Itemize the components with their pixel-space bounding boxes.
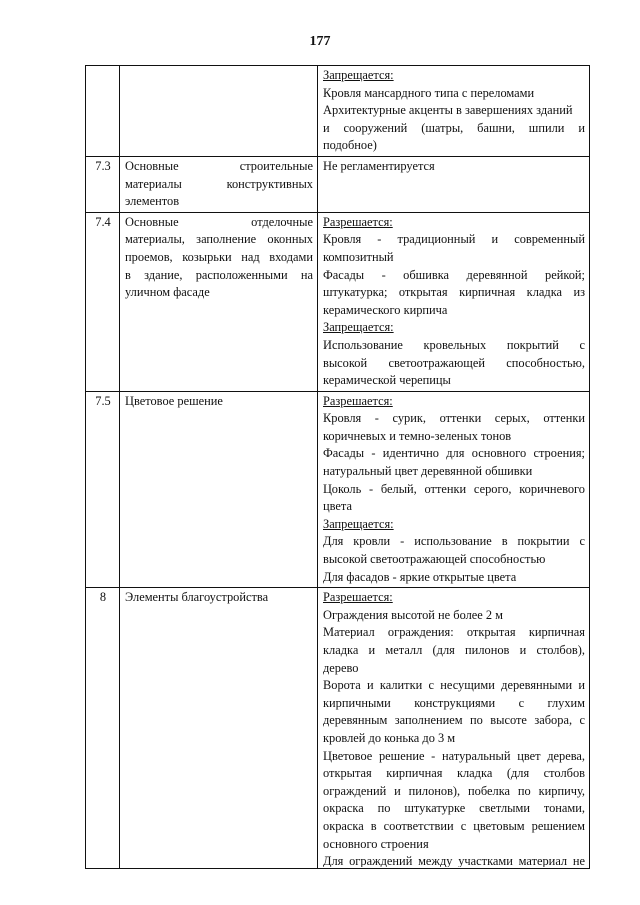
content-line: Не регламентируется [323, 158, 435, 173]
content-line: подобное) [323, 138, 377, 153]
content-line: штукатурка; открытая кирпичная кладка из [323, 285, 585, 300]
row-content-cell [318, 391, 590, 588]
content-line: кладка и металл (для пилонов и столбов), [323, 643, 585, 657]
content-line: Для ограждений между участками материал не [323, 854, 585, 868]
content-line: натуральный цвет деревянной обшивки [323, 464, 533, 479]
name-line: элементов [125, 194, 180, 209]
content-line: Ограждения высотой не более 2 м [323, 607, 504, 622]
name-line: уличном фасаде [125, 285, 210, 300]
row-content-cell [318, 156, 590, 212]
content-line: Ворота и калитки с несущими деревянными и [323, 678, 585, 693]
row-content-cell [318, 588, 590, 869]
content-line: основного строения [323, 836, 429, 851]
content-line: Цветовое решение - натуральный цвет дерева, [323, 748, 585, 763]
content-line: Запрещается: [323, 516, 394, 531]
content-line: Фасады - идентично для основного строения; [323, 446, 585, 461]
content-line: Кровля мансардного типа с переломами [323, 85, 535, 100]
row-name-cell [120, 391, 318, 588]
name-line: материалы конструктивных [125, 176, 313, 191]
content-line: окраска в соответствии с цветовым решением [323, 818, 585, 833]
content-line: Запрещается: [323, 68, 394, 82]
content-line: высокой светоотражающей способностью [323, 552, 546, 567]
name-line: проемов, козырьки над входами [125, 249, 313, 264]
table-row [86, 66, 590, 157]
content-line: Для фасадов - яркие открытые цвета [323, 569, 517, 584]
row-number-cell [86, 66, 120, 157]
row-number-cell: 8 [86, 588, 120, 869]
content-line: Кровля - традиционный и современный [323, 232, 585, 247]
content-line: цвета [323, 499, 352, 514]
table-row [86, 588, 590, 869]
row-number-cell: 7.4 [86, 212, 120, 391]
content-line: Разрешается: [323, 393, 393, 408]
content-line: дерево [323, 660, 359, 675]
row-name-cell [120, 588, 318, 869]
content-line: Использование кровельных покрытий с [323, 337, 585, 352]
content-line: Разрешается: [323, 214, 393, 229]
row-content-cell [318, 66, 590, 157]
row-name-cell [120, 156, 318, 212]
content-line: кирпичными конструкциями с глухим [323, 695, 585, 710]
table-row [86, 212, 590, 391]
content-line: керамической черепицы [323, 373, 451, 388]
table-row [86, 156, 590, 212]
row-name-cell [120, 212, 318, 391]
content-line: коричневых и темно-зеленых тонов [323, 428, 512, 443]
name-line: Элементы благоустройства [125, 590, 269, 605]
content-line: кровлей до конька до 3 м [323, 730, 456, 745]
content-line: Архитектурные акценты в завершениях зданий [323, 103, 573, 118]
content-line: Разрешается: [323, 590, 393, 605]
content-line: Фасады - обшивка деревянной рейкой; [323, 267, 585, 282]
content-line: окраска по штукатурке светлыми тонами, [323, 801, 585, 816]
content-line: ограждений и пилонов), побелка по кирпичу, [323, 783, 585, 798]
content-line: Материал ограждения: открытая кирпичная [323, 625, 585, 640]
table-row [86, 391, 590, 588]
row-number-cell: 7.5 [86, 391, 120, 588]
content-line: Запрещается: [323, 320, 394, 335]
content-line: открытая кирпичная кладка (для столбов [323, 766, 585, 781]
content-line: высокой светоотражающей способностью, [323, 355, 585, 370]
name-line: Основные строительные [125, 158, 313, 173]
name-line: в здание, расположенными на [125, 267, 313, 282]
name-line: материалы, заполнение оконных [125, 232, 313, 247]
content-line: Для кровли - использование в покрытии с [323, 534, 585, 549]
regulations-table [85, 65, 590, 869]
content-line: керамического кирпича [323, 302, 448, 317]
content-line: Кровля - сурик, оттенки серых, оттенки [323, 411, 585, 426]
row-name-cell [120, 66, 318, 157]
name-line: Основные отделочные [125, 214, 313, 229]
content-line: композитный [323, 249, 394, 264]
name-line: Цветовое решение [125, 393, 223, 408]
page-number: 177 [309, 34, 331, 49]
content-line: деревянным заполнением по высоте забора, с [323, 713, 585, 728]
row-number-cell: 7.3 [86, 156, 120, 212]
content-line: Цоколь - белый, оттенки серого, коричневого [323, 481, 585, 496]
row-content-cell [318, 212, 590, 391]
content-line: и сооружений (шатры, башни, шпили и [323, 120, 585, 135]
